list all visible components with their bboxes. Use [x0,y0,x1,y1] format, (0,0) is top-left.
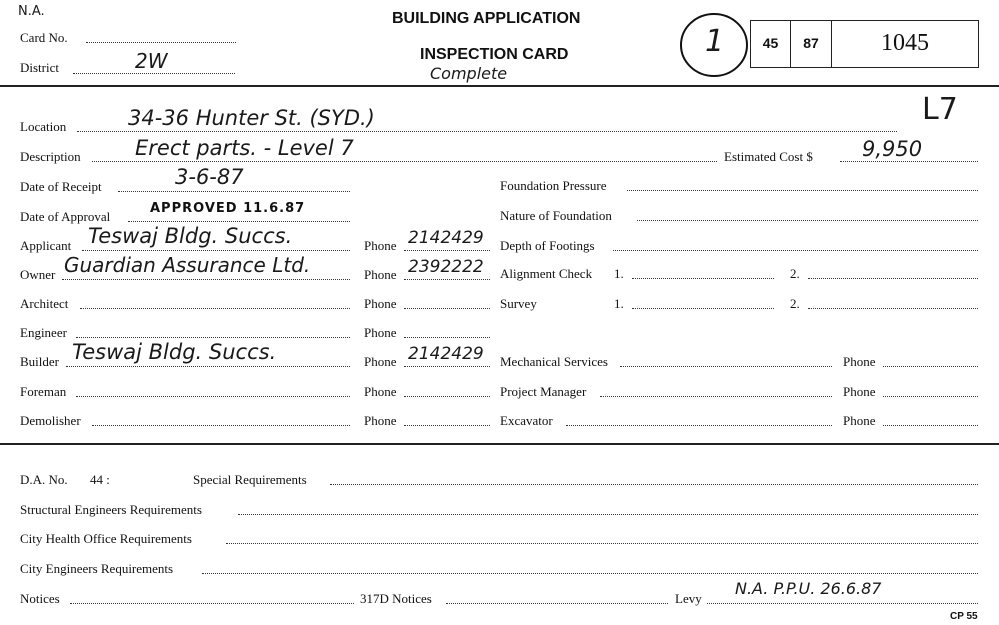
district-value: 2W [135,49,168,73]
applicant-phone-value: 2142429 [408,228,484,248]
depth-footings-label: Depth of Footings [500,238,595,253]
location-value: 34-36 Hunter St. (SYD.) [128,106,375,130]
mechanical-field[interactable] [620,366,832,367]
description-field[interactable] [92,161,717,162]
card-number: 1045 [881,30,929,56]
owner-field[interactable] [62,279,350,280]
alignment-check-label: Alignment Check [500,266,593,281]
owner-phone-label: Phone [364,267,397,282]
location-field[interactable] [77,131,897,132]
description-value: Erect parts. - Level 7 [135,136,354,160]
estimated-cost-label: Estimated Cost $ [724,149,813,164]
middle-rule [0,443,999,445]
builder-value: Teswaj Bldg. Succs. [72,340,277,364]
demolisher-label: Demolisher [20,413,81,428]
survey-label: Survey [500,296,537,311]
builder-phone-value: 2142429 [408,344,484,364]
date-receipt-value: 3-6-87 [175,165,244,189]
mechanical-phone-label: Phone [843,354,876,369]
demolisher-field[interactable] [92,425,350,426]
structural-label: Structural Engineers Requirements [20,502,202,517]
foreman-field[interactable] [76,396,350,397]
engineer-phone-field[interactable] [404,337,490,338]
special-req-label: Special Requirements [193,472,307,487]
district-label: District [20,60,59,75]
foreman-label: Foreman [20,384,67,399]
foundation-pressure-label: Foundation Pressure [500,178,607,193]
owner-label: Owner [20,267,56,282]
form-title-line2: INSPECTION CARD [420,46,569,63]
owner-phone-value: 2392222 [408,257,484,277]
header-rule [0,85,999,87]
applicant-label: Applicant [20,238,72,253]
special-req-field[interactable] [330,484,978,485]
project-manager-phone-field[interactable] [883,396,978,397]
excavator-label: Excavator [500,413,553,428]
survey-1-field[interactable] [632,308,774,309]
date-approval-label: Date of Approval [20,209,111,224]
engineer-phone-label: Phone [364,325,397,340]
owner-phone-field[interactable] [404,279,490,280]
notices-field[interactable] [70,603,354,604]
levy-value: N.A. P.P.U. 26.6.87 [735,579,882,598]
form-title-line1: BUILDING APPLICATION [392,10,581,27]
card-no-label: Card No. [20,30,68,45]
circled-number: 1 [705,24,725,59]
notices-317d-label: 317D Notices [360,591,432,606]
nature-foundation-label: Nature of Foundation [500,208,612,223]
survey-1-label: 1. [614,296,624,311]
foundation-pressure-field[interactable] [627,190,978,191]
project-manager-label: Project Manager [500,384,587,399]
title-note: Complete [430,64,508,83]
date-receipt-label: Date of Receipt [20,179,102,194]
applicant-phone-field[interactable] [404,250,490,251]
levy-field[interactable] [707,603,978,604]
date-receipt-field[interactable] [118,191,350,192]
excavator-phone-label: Phone [843,413,876,428]
district-field[interactable] [73,73,235,74]
estimated-cost-field[interactable] [840,161,978,162]
project-manager-field[interactable] [600,396,832,397]
applicant-field[interactable] [82,250,350,251]
applicant-phone-label: Phone [364,238,397,253]
project-manager-phone-label: Phone [843,384,876,399]
date-approval-stamp: APPROVED 11.6.87 [150,201,306,216]
excavator-field[interactable] [566,425,832,426]
survey-2-field[interactable] [808,308,978,309]
form-code: CP 55 [950,611,978,622]
da-label: D.A. No. [20,472,68,487]
mechanical-phone-field[interactable] [883,366,978,367]
card-no-field[interactable] [86,42,236,43]
notices-label: Notices [20,591,60,606]
location-label: Location [20,119,67,134]
levy-label: Levy [675,591,702,606]
alignment-2-label: 2. [790,266,800,281]
alignment-1-label: 1. [614,266,624,281]
builder-field[interactable] [66,366,350,367]
architect-phone-field[interactable] [404,308,490,309]
architect-field[interactable] [80,308,350,309]
box1-value: 45 [762,35,779,51]
engineer-field[interactable] [76,337,350,338]
nature-foundation-field[interactable] [637,220,978,221]
estimated-cost-value: 9,950 [862,137,923,161]
engineer-label: Engineer [20,325,67,340]
demolisher-phone-field[interactable] [404,425,490,426]
mechanical-label: Mechanical Services [500,354,608,369]
applicant-value: Teswaj Bldg. Succs. [88,224,293,248]
architect-label: Architect [20,296,69,311]
excavator-phone-field[interactable] [883,425,978,426]
health-label: City Health Office Requirements [20,531,192,546]
foreman-phone-field[interactable] [404,396,490,397]
city-eng-label: City Engineers Requirements [20,561,174,576]
owner-value: Guardian Assurance Ltd. [64,253,311,277]
architect-phone-label: Phone [364,296,397,311]
description-label: Description [20,149,81,164]
health-field[interactable] [226,543,978,544]
demolisher-phone-label: Phone [364,413,397,428]
da-value: 44 : [90,472,110,487]
date-approval-field[interactable] [128,221,350,222]
foreman-phone-label: Phone [364,384,397,399]
builder-phone-label: Phone [364,354,397,369]
survey-2-label: 2. [790,296,800,311]
corner-mark: L7 [922,92,958,127]
na-mark: N.A. [18,4,45,19]
alignment-2-field[interactable] [808,278,978,279]
city-eng-field[interactable] [202,573,978,574]
depth-footings-field[interactable] [613,250,978,251]
builder-label: Builder [20,354,59,369]
alignment-1-field[interactable] [632,278,774,279]
structural-field[interactable] [238,514,978,515]
box2-value: 87 [803,35,819,51]
builder-phone-field[interactable] [404,366,490,367]
notices-317d-field[interactable] [446,603,668,604]
